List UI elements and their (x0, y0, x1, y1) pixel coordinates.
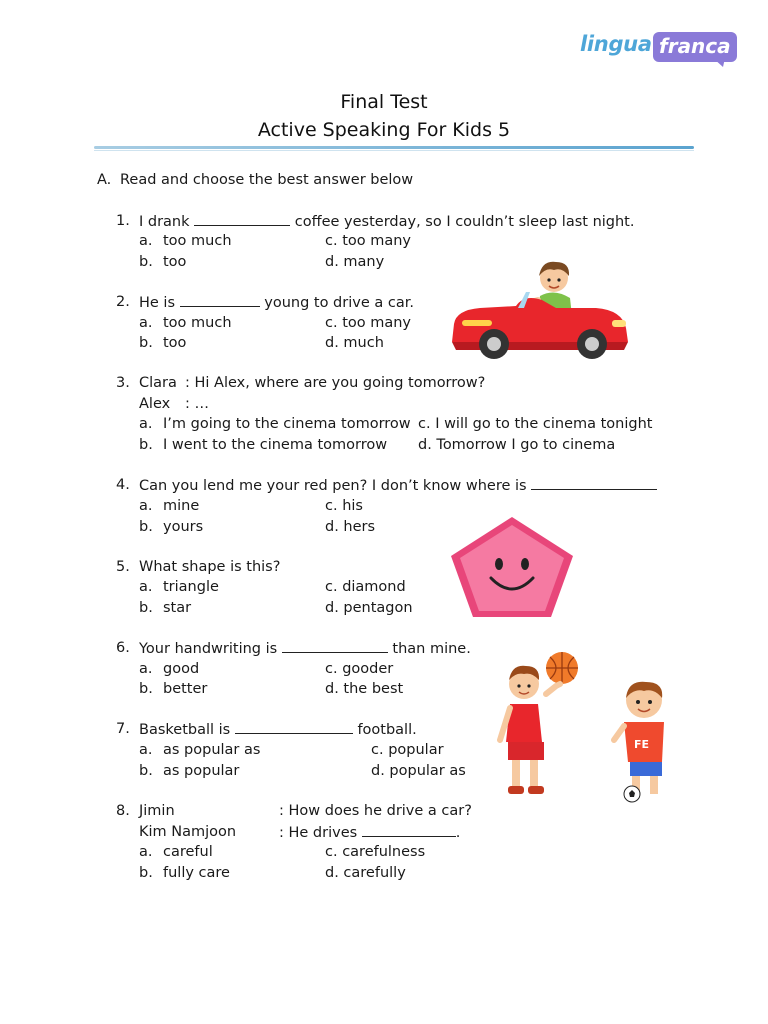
title-block (0, 88, 768, 144)
option-c[interactable]: c. diamond (325, 579, 406, 595)
stem-after: coffee yesterday, so I couldn’t sleep last night. (294, 214, 635, 230)
option-d[interactable]: d. many (325, 254, 385, 270)
option-b[interactable]: as popular (163, 763, 240, 779)
option-a-letter: a. (139, 844, 153, 860)
option-d[interactable]: d. popular as (371, 763, 466, 779)
question-stem (139, 211, 634, 232)
section-letter: A. (97, 172, 112, 188)
option-a-letter: a. (139, 233, 153, 249)
option-b-letter: b. (139, 335, 153, 351)
speech-tail-icon (713, 58, 727, 68)
option-b[interactable]: better (163, 681, 208, 697)
line-before-blank: : He drives (279, 825, 358, 841)
dialogue-line-1: : How does he drive a car? (279, 803, 472, 819)
option-b-letter: b. (139, 681, 153, 697)
question-number: 3. (116, 375, 130, 391)
boy-with-soccer-ball-illustration (610, 676, 676, 804)
option-b[interactable]: I went to the cinema tomorrow (163, 437, 388, 453)
logo-lingua-text: lingua (580, 32, 652, 56)
question-stem (139, 475, 657, 496)
option-a[interactable]: too much (163, 315, 232, 331)
option-d[interactable]: d. Tomorrow I go to cinema (418, 437, 616, 453)
dialogue-speaker-1: Clara (139, 375, 177, 391)
option-b-letter: b. (139, 254, 153, 270)
boy-spinning-basketball-illustration (494, 650, 586, 800)
option-b-letter: b. (139, 437, 153, 453)
option-a[interactable]: as popular as (163, 742, 261, 758)
section-instruction: Read and choose the best answer below (120, 172, 414, 188)
option-c[interactable]: c. gooder (325, 661, 394, 677)
question-stem (139, 292, 414, 313)
option-a-letter: a. (139, 416, 153, 432)
option-a-letter: a. (139, 742, 153, 758)
answer-blank[interactable] (362, 822, 456, 837)
stem-after: young to drive a car. (264, 295, 414, 311)
option-c[interactable]: c. I will go to the cinema tonight (418, 416, 653, 432)
option-b-letter: b. (139, 600, 153, 616)
stem-before: Basketball is (139, 722, 231, 738)
period: . (455, 825, 461, 841)
option-b[interactable]: yours (163, 519, 204, 535)
question-number: 5. (116, 559, 130, 575)
answer-blank[interactable] (531, 475, 657, 490)
question-number: 8. (116, 803, 130, 819)
logo-franca-badge (653, 32, 731, 62)
stem-after: than mine. (392, 641, 471, 657)
title-divider (94, 146, 694, 149)
page-title: Final Test (340, 91, 428, 113)
option-d[interactable]: d. pentagon (325, 600, 413, 616)
question-number: 2. (116, 294, 130, 310)
option-a[interactable]: careful (163, 844, 213, 860)
logo-franca-text: franca (653, 32, 737, 62)
dialogue-speaker-1: Jimin (139, 803, 175, 819)
question-number: 4. (116, 477, 130, 493)
option-c[interactable]: c. his (325, 498, 363, 514)
question-stem (139, 638, 471, 659)
option-a[interactable]: I’m going to the cinema tomorrow (163, 416, 411, 432)
option-a-letter: a. (139, 498, 153, 514)
option-b-letter: b. (139, 865, 153, 881)
dialogue-speaker-2: Kim Namjoon (139, 824, 237, 840)
answer-blank[interactable] (194, 211, 290, 226)
stem-before: He is (139, 295, 176, 311)
option-a-letter: a. (139, 579, 153, 595)
option-c[interactable]: c. carefulness (325, 844, 426, 860)
title-divider-shadow (94, 150, 694, 151)
option-a-letter: a. (139, 661, 153, 677)
question-number: 7. (116, 721, 130, 737)
option-a[interactable]: mine (163, 498, 200, 514)
option-d[interactable]: d. carefully (325, 865, 406, 881)
option-d[interactable]: d. hers (325, 519, 376, 535)
question-stem: What shape is this? (139, 559, 281, 575)
option-d[interactable]: d. much (325, 335, 384, 351)
smiling-pentagon-illustration (447, 514, 577, 620)
stem-after: football. (357, 722, 417, 738)
question-number: 6. (116, 640, 130, 656)
option-b[interactable]: star (163, 600, 192, 616)
dialogue-speaker-2: Alex (139, 396, 171, 412)
page-subtitle: Active Speaking For Kids 5 (257, 119, 511, 141)
dialogue-line-2 (279, 822, 460, 843)
boy-driving-car-illustration (446, 258, 632, 362)
option-b-letter: b. (139, 763, 153, 779)
answer-blank[interactable] (235, 719, 353, 734)
question-stem (139, 719, 417, 740)
option-b-letter: b. (139, 519, 153, 535)
option-d[interactable]: d. the best (325, 681, 404, 697)
dialogue-line-1: : Hi Alex, where are you going tomorrow? (185, 375, 486, 391)
answer-blank[interactable] (282, 638, 388, 653)
dialogue-line-2: : … (185, 396, 209, 412)
option-a-letter: a. (139, 315, 153, 331)
question-number: 1. (116, 213, 130, 229)
option-b[interactable]: too (163, 335, 187, 351)
stem-before: Your handwriting is (139, 641, 278, 657)
option-a[interactable]: too much (163, 233, 232, 249)
option-a[interactable]: triangle (163, 579, 219, 595)
option-c[interactable]: c. popular (371, 742, 444, 758)
option-c[interactable]: c. too many (325, 233, 412, 249)
stem-before: I drank (139, 214, 190, 230)
stem-before: Can you lend me your red pen? I don’t know where is (139, 478, 527, 494)
option-a[interactable]: good (163, 661, 200, 677)
svg-text:FE: FE (634, 738, 650, 751)
answer-blank[interactable] (180, 292, 260, 307)
option-b[interactable]: fully care (163, 865, 230, 881)
option-c[interactable]: c. too many (325, 315, 412, 331)
option-b[interactable]: too (163, 254, 187, 270)
